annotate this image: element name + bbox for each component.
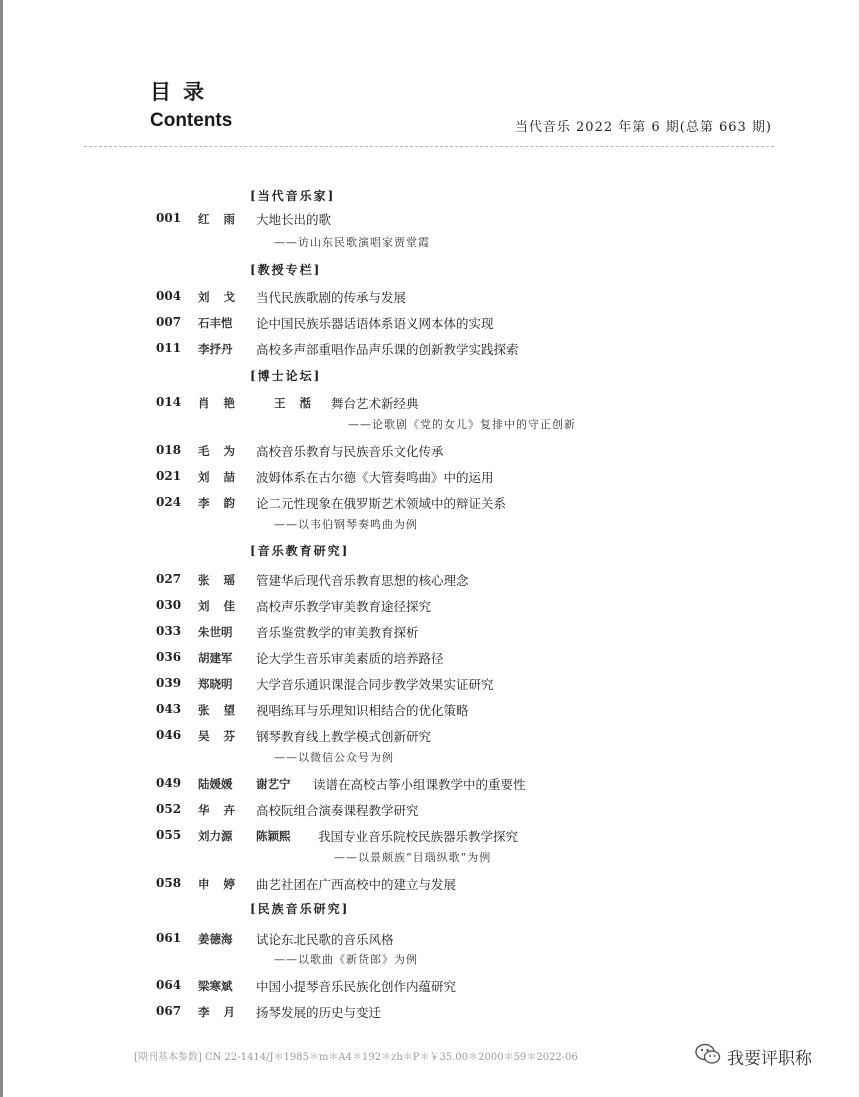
entry-coauthor: 陈颖熙 — [256, 829, 291, 843]
entry-author: 华卉 — [198, 803, 249, 817]
entry-title[interactable]: 论二元性现象在俄罗斯艺术领域中的辩证关系 — [256, 496, 507, 511]
entry-title[interactable]: 论中国民族乐器话语体系语义网本体的实现 — [256, 316, 494, 331]
entry-subtitle: ——以歌曲《新货郎》为例 — [274, 953, 418, 966]
entry-author: 吴芬 — [198, 729, 249, 743]
entry-title[interactable]: 读谱在高校古筝小组课教学中的重要性 — [313, 777, 526, 792]
entry-page-number: 021 — [156, 469, 182, 483]
entry-page-number: 052 — [156, 802, 182, 816]
entry-page-number: 058 — [156, 876, 182, 890]
entry-page-number: 061 — [156, 931, 182, 945]
entry-subtitle: ——访山东民歌演唱家贾堂霞 — [274, 236, 430, 249]
entry-author: 陆媛媛 — [198, 777, 233, 791]
entry-author: 郑晓明 — [198, 677, 233, 691]
page-edge-left — [0, 0, 3, 1097]
entry-page-number: 007 — [156, 315, 182, 329]
entry-page-number: 055 — [156, 828, 182, 842]
entry-coauthor: 谢艺宁 — [256, 777, 291, 791]
entry-title[interactable]: 大学音乐通识课混合同步教学效果实证研究 — [256, 677, 494, 692]
page-title-cn: 目录 — [150, 80, 216, 104]
entry-title[interactable]: 曲艺社团在广西高校中的建立与发展 — [256, 877, 457, 892]
entry-author: 毛为 — [198, 444, 249, 458]
entry-page-number: 046 — [156, 728, 182, 742]
entry-author: 张瑶 — [198, 573, 249, 587]
entry-page-number: 024 — [156, 495, 182, 509]
entry-title[interactable]: 试论东北民歌的音乐风格 — [256, 932, 394, 947]
entry-page-number: 004 — [156, 289, 182, 303]
entry-title[interactable]: 高校多声部重唱作品声乐课的创新教学实践探索 — [256, 342, 519, 357]
entry-page-number: 067 — [156, 1004, 182, 1018]
header-divider — [84, 146, 774, 147]
entry-title[interactable]: 中国小提琴音乐民族化创作内蕴研究 — [256, 979, 457, 994]
entry-author: 红雨 — [198, 212, 249, 226]
section-header: [教授专栏] — [250, 263, 322, 277]
entry-title[interactable]: 高校音乐教育与民族音乐文化传承 — [256, 444, 444, 459]
entry-page-number: 039 — [156, 676, 182, 690]
entry-author: 申婷 — [198, 877, 249, 891]
section-header: [博士论坛] — [250, 369, 322, 383]
entry-author: 朱世明 — [198, 625, 233, 639]
entry-title[interactable]: 钢琴教育线上教学模式创新研究 — [256, 729, 432, 744]
wechat-icon — [695, 1043, 721, 1069]
entry-author: 石丰恺 — [198, 316, 233, 330]
page-title-en: Contents — [150, 110, 233, 131]
entry-title[interactable]: 管建华后现代音乐教育思想的核心理念 — [256, 573, 469, 588]
entry-author: 刘喆 — [198, 470, 249, 484]
entry-title[interactable]: 大地长出的歌 — [256, 212, 332, 227]
entry-subtitle: ——以微信公众号为例 — [274, 751, 394, 764]
entry-coauthor: 王湉 — [274, 396, 325, 410]
entry-title[interactable]: 论大学生音乐审美素质的培养路径 — [256, 651, 444, 666]
section-header: [音乐教育研究] — [250, 544, 350, 558]
entry-title[interactable]: 舞台艺术新经典 — [331, 396, 419, 411]
entry-page-number: 049 — [156, 776, 182, 790]
entry-author: 张望 — [198, 703, 249, 717]
entry-subtitle: ——以景颇族“目瑙纵歌”为例 — [334, 851, 492, 864]
entry-subtitle: ——以韦伯钢琴奏鸣曲为例 — [274, 518, 418, 531]
journal-parameters: [期刊基本参数] CN 22-1414/J＊1985＊m＊A4＊192＊zh＊P＊￥35.00＊2000＊59＊2022-06 — [134, 1052, 578, 1063]
entry-page-number: 027 — [156, 572, 182, 586]
entry-title[interactable]: 当代民族歌剧的传承与发展 — [256, 290, 407, 305]
entry-author: 刘力源 — [198, 829, 233, 843]
entry-page-number: 030 — [156, 598, 182, 612]
entry-subtitle: ——论歌剧《党的女儿》复排中的守正创新 — [348, 418, 576, 431]
issue-info: 当代音乐 2022 年第 6 期(总第 663 期) — [514, 120, 772, 135]
entry-author: 李抒丹 — [198, 342, 233, 356]
section-header: [民族音乐研究] — [250, 902, 350, 916]
entry-title[interactable]: 高校阮组合演奏课程教学研究 — [256, 803, 419, 818]
entry-page-number: 064 — [156, 978, 182, 992]
wechat-watermark — [695, 1043, 812, 1069]
entry-page-number: 033 — [156, 624, 182, 638]
entry-page-number: 001 — [156, 211, 182, 225]
watermark-text: 我要评职称 — [727, 1048, 812, 1069]
entry-author: 刘佳 — [198, 599, 249, 613]
entry-author: 李月 — [198, 1005, 249, 1019]
entry-title[interactable]: 视唱练耳与乐理知识相结合的优化策略 — [256, 703, 469, 718]
entry-author: 刘戈 — [198, 290, 249, 304]
entry-page-number: 018 — [156, 443, 182, 457]
entry-page-number: 014 — [156, 395, 182, 409]
entry-title[interactable]: 我国专业音乐院校民族器乐教学探究 — [318, 829, 519, 844]
entry-page-number: 011 — [156, 341, 182, 355]
section-header: [当代音乐家] — [250, 189, 336, 203]
entry-page-number: 036 — [156, 650, 182, 664]
entry-author: 肖艳 — [198, 396, 249, 410]
entry-author: 梁寒斌 — [198, 979, 233, 993]
entry-author: 胡建军 — [198, 651, 233, 665]
entry-author: 李韵 — [198, 496, 249, 510]
entry-title[interactable]: 波姆体系在古尔德《大管奏鸣曲》中的运用 — [256, 470, 494, 485]
entry-title[interactable]: 音乐鉴赏教学的审美教育探析 — [256, 625, 419, 640]
entry-title[interactable]: 高校声乐教学审美教育途径探究 — [256, 599, 432, 614]
entry-page-number: 043 — [156, 702, 182, 716]
entry-author: 姜德海 — [198, 932, 233, 946]
entry-title[interactable]: 扬琴发展的历史与变迁 — [256, 1005, 382, 1020]
